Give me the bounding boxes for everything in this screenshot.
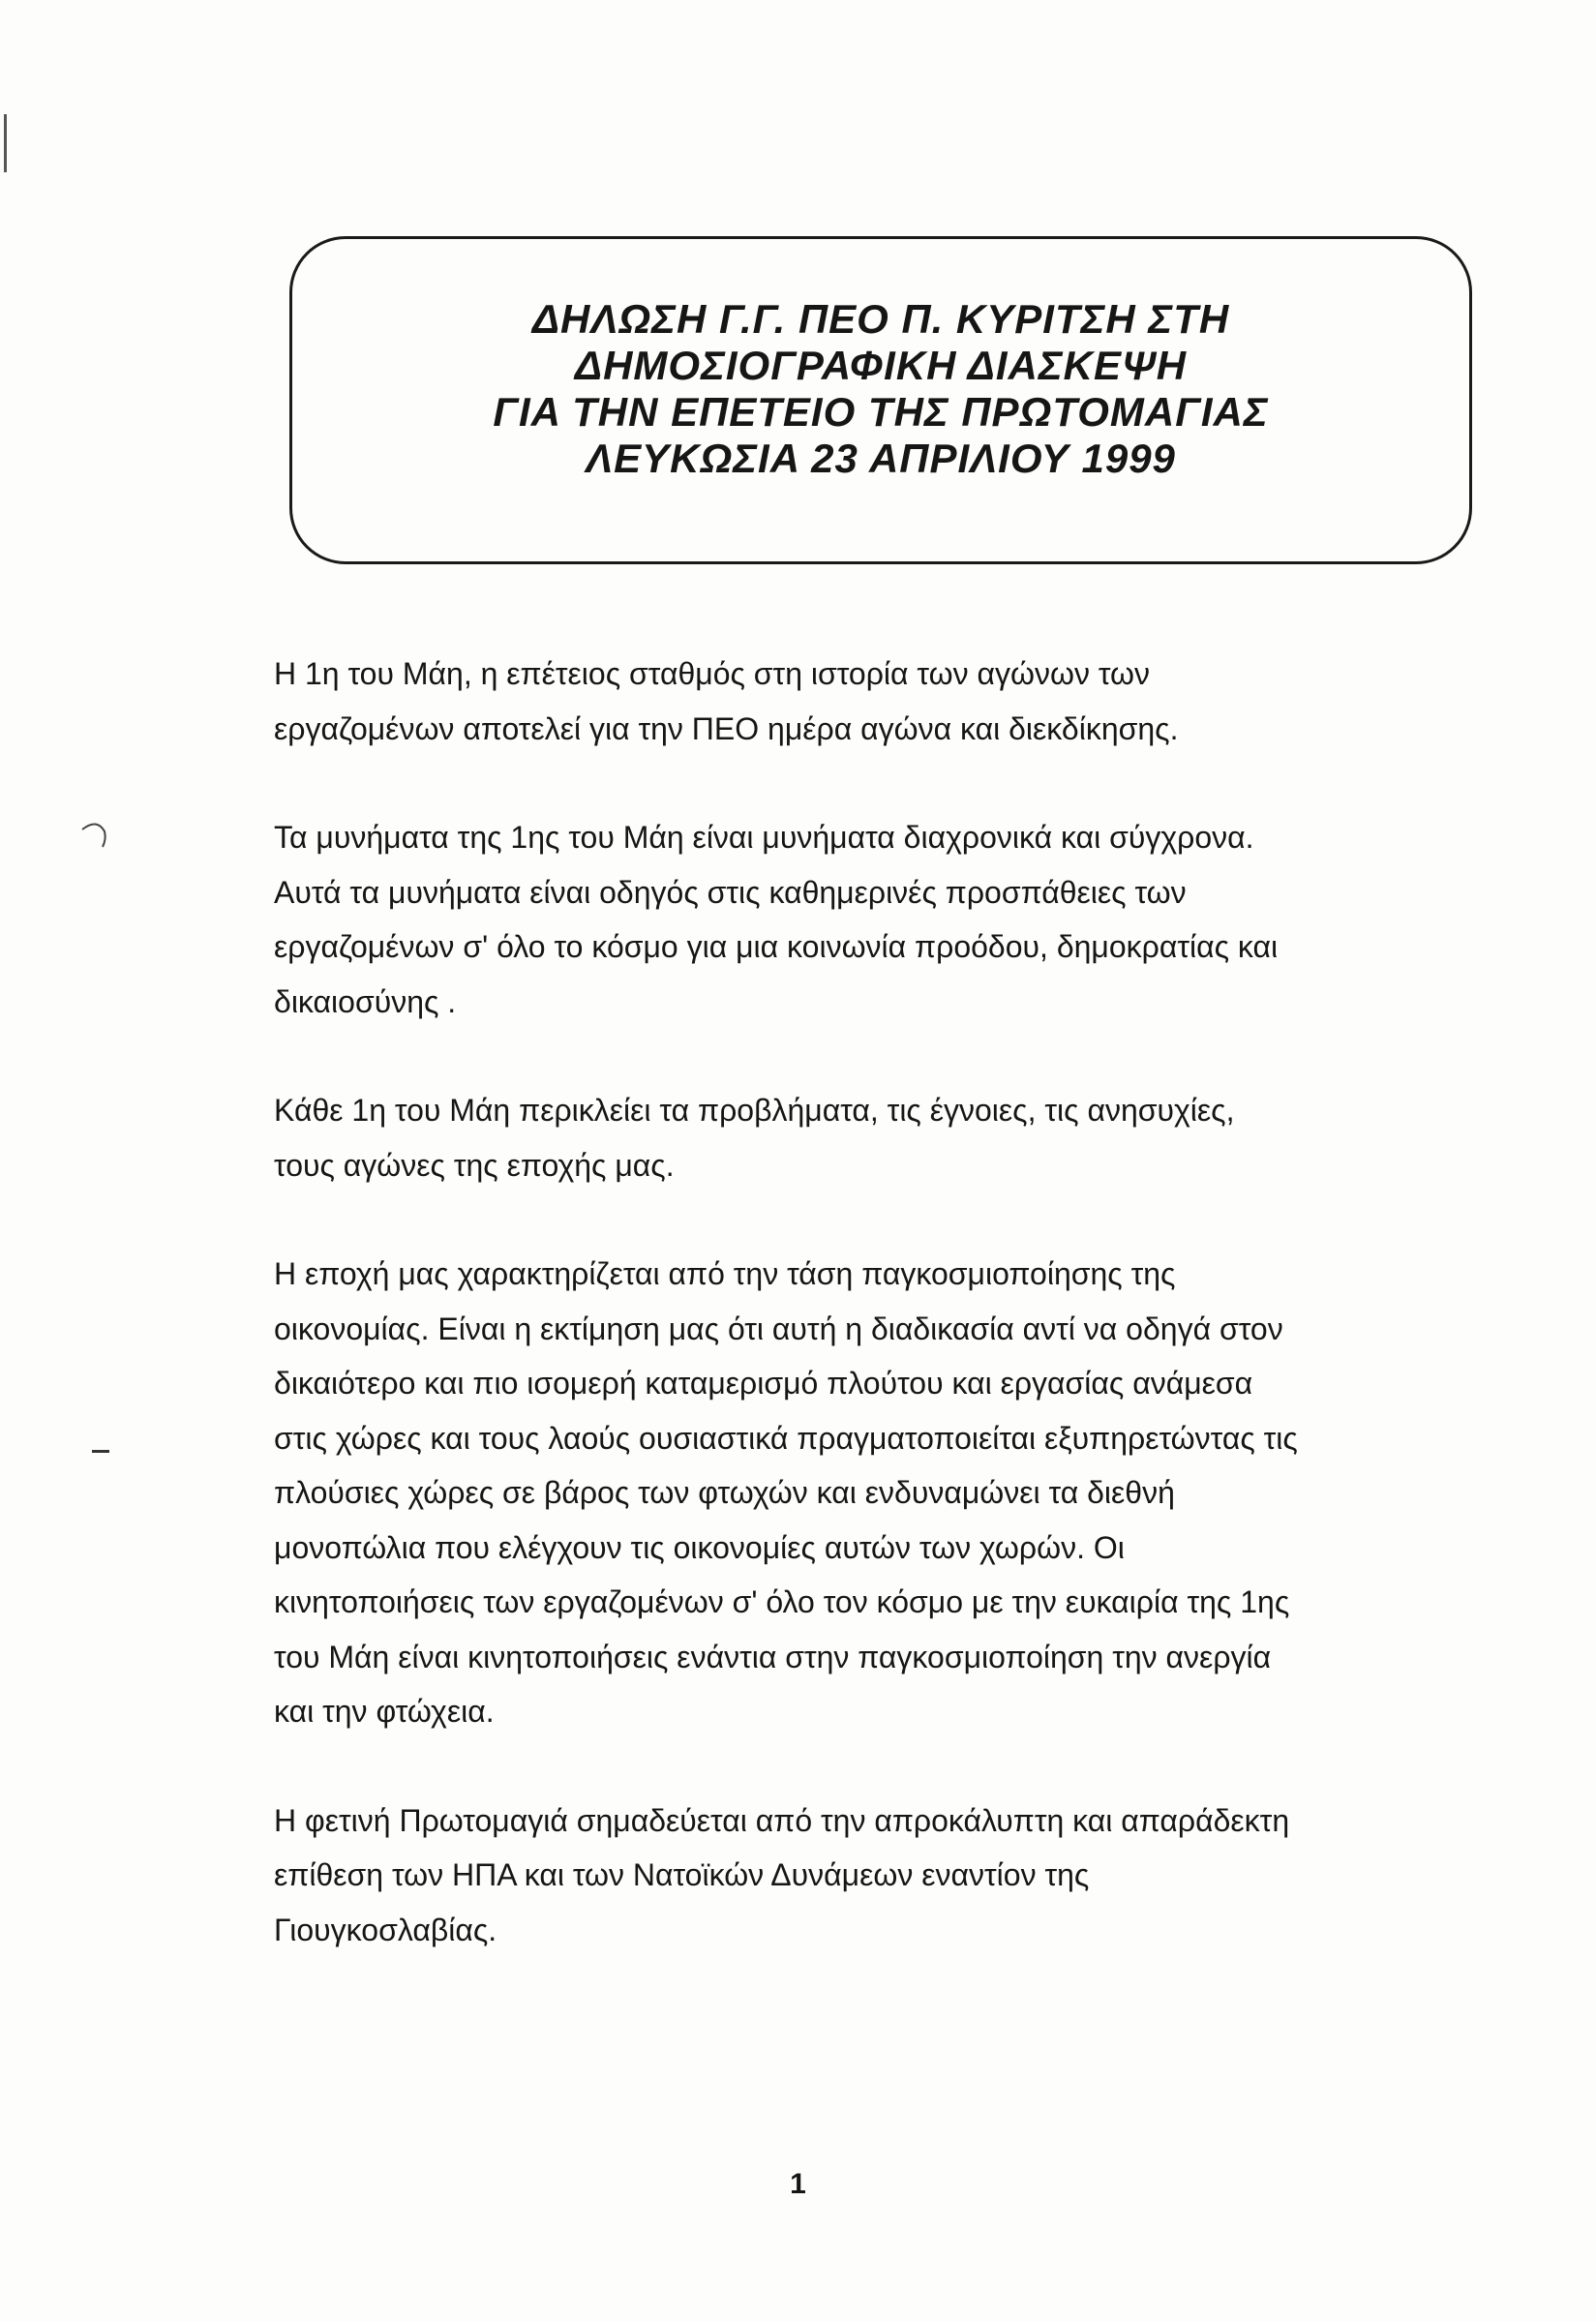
text-line: επίθεση των ΗΠΑ και των Νατοϊκών Δυνάμεων εναντίον της	[274, 1857, 1090, 1892]
text-line: οικονομίας. Είναι η εκτίμηση μας ότι αυτή η διαδικασία αντί να οδηγά στον	[274, 1311, 1283, 1346]
paragraph-2	[274, 810, 1493, 1029]
text-line: και την φτώχεια.	[274, 1694, 495, 1729]
page-number: 1	[790, 2168, 806, 2200]
document-body	[274, 647, 1493, 2011]
text-line: Κάθε 1η του Μάη περικλείει τα προβλήματα, τις έγνοιες, τις ανησυχίες,	[274, 1093, 1235, 1128]
text-line: του Μάη είναι κινητοποιήσεις ενάντια στην παγκοσμιοποίηση την ανεργία	[274, 1639, 1272, 1674]
text-line: Αυτά τα μυνήματα είναι οδηγός στις καθημερινές προσπάθειες των	[274, 874, 1187, 910]
title-line-4: ΛΕΥΚΩΣΙΑ 23 ΑΠΡΙΛΙΟΥ 1999	[586, 436, 1176, 481]
text-line: Η 1η του Μάη, η επέτειος σταθμός στη ιστορία των αγώνων των	[274, 656, 1151, 691]
text-line: δικαιότερο και πιο ισομερή καταμερισμό πλούτου και εργασίας ανάμεσα	[274, 1366, 1253, 1401]
paragraph-5	[274, 1794, 1493, 1958]
document-title	[289, 296, 1472, 482]
paragraph-4	[274, 1247, 1493, 1739]
punch-hole-mark	[77, 818, 116, 857]
text-line: στις χώρες και τους λαούς ουσιαστικά πραγματοποιείται εξυπηρετώντας τις	[274, 1420, 1298, 1456]
text-line: εργαζομένων αποτελεί για την ΠΕΟ ημέρα αγώνα και διεκδίκησης.	[274, 710, 1179, 746]
text-line: μονοπώλια που ελέγχουν τις οικονομίες αυτών των χωρών. Οι	[274, 1529, 1125, 1565]
text-line: δικαιοσύνης .	[274, 983, 457, 1019]
text-line: κινητοποιήσεις των εργαζομένων σ' όλο τον κόσμο με την ευκαιρία της 1ης	[274, 1584, 1290, 1619]
text-line: τους αγώνες της εποχής μας.	[274, 1147, 675, 1183]
text-line: Γιουγκοσλαβίας.	[274, 1912, 497, 1947]
title-line-3: ΓΙΑ ΤΗΝ ΕΠΕΤΕΙΟ ΤΗΣ ΠΡΩΤΟΜΑΓΙΑΣ	[493, 389, 1269, 435]
paragraph-3	[274, 1083, 1493, 1192]
scan-mark	[4, 114, 7, 172]
scan-mark	[92, 1450, 109, 1453]
paragraph-1	[274, 647, 1493, 756]
text-line: εργαζομένων σ' όλο το κόσμο για μια κοινωνία προόδου, δημοκρατίας και	[274, 929, 1279, 964]
title-line-1: ΔΗΛΩΣΗ Γ.Γ. ΠΕΟ Π. ΚΥΡΙΤΣΗ ΣΤΗ	[531, 296, 1230, 342]
text-line: Η εποχή μας χαρακτηρίζεται από την τάση παγκοσμιοποίησης της	[274, 1256, 1176, 1291]
title-line-2: ΔΗΜΟΣΙΟΓΡΑΦΙΚΗ ΔΙΑΣΚΕΨΗ	[574, 343, 1188, 388]
text-line: Τα μυνήματα της 1ης του Μάη είναι μυνήματα διαχρονικά και σύγχρονα.	[274, 820, 1254, 855]
text-line: πλούσιες χώρες σε βάρος των φτωχών και ενδυναμώνει τα διεθνή	[274, 1475, 1175, 1510]
text-line: Η φετινή Πρωτομαγιά σημαδεύεται από την απροκάλυπτη και απαράδεκτη	[274, 1802, 1290, 1838]
